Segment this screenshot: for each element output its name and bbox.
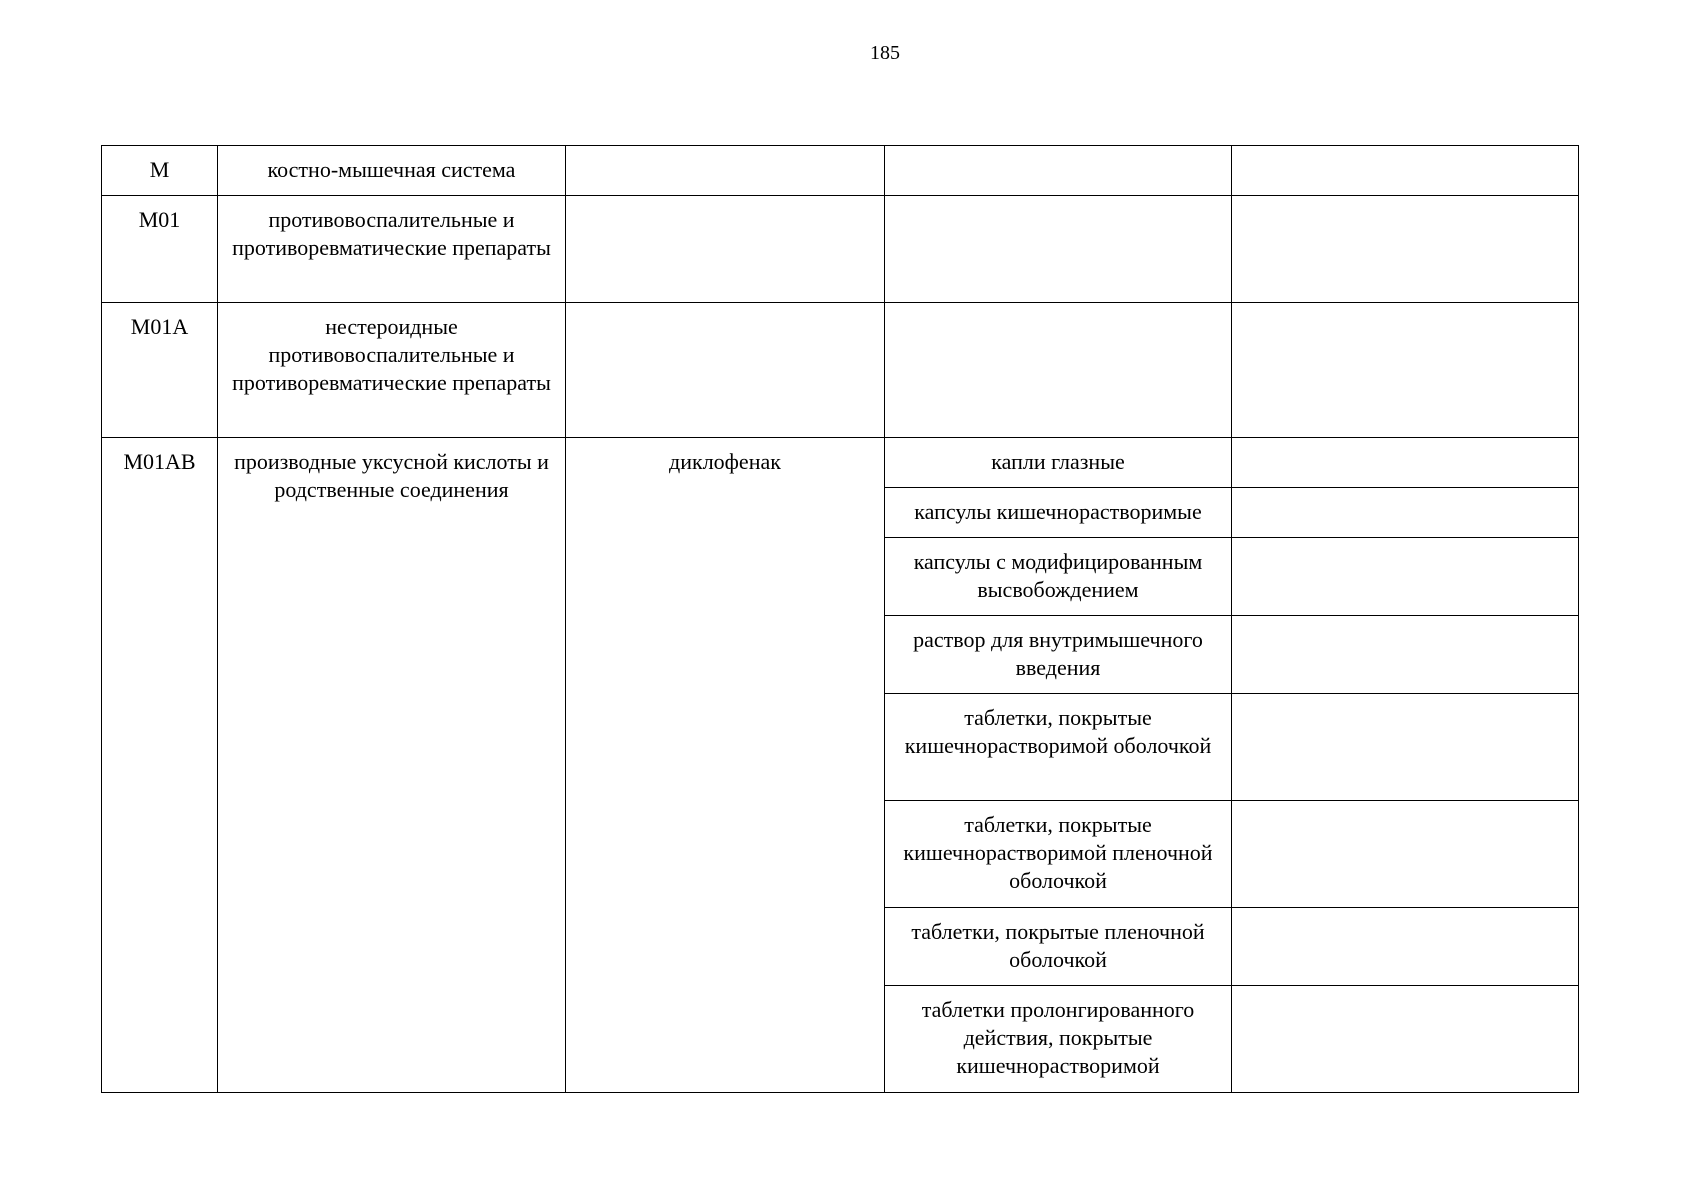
table-row <box>102 438 1579 488</box>
table-row <box>102 196 1579 303</box>
dosage-form-cell: капсулы с модифицированным высвобождением <box>885 538 1232 616</box>
dosage-form-cell: капли глазные <box>885 438 1232 488</box>
note-cell <box>1232 801 1579 908</box>
dosage-form-cell: капсулы кишечнорастворимые <box>885 488 1232 538</box>
note-cell <box>1232 196 1579 303</box>
note-cell <box>1232 908 1579 986</box>
group-name-cell: нестероидные противовоспалительные и противоревматические препараты <box>218 303 566 438</box>
drug-name-cell: диклофенак <box>566 438 885 1093</box>
note-cell <box>1232 488 1579 538</box>
note-cell <box>1232 538 1579 616</box>
note-cell <box>1232 438 1579 488</box>
drug-name-cell <box>566 196 885 303</box>
note-cell <box>1232 694 1579 801</box>
dosage-form-cell: таблетки, покрытые пленочной оболочкой <box>885 908 1232 986</box>
dosage-form-cell <box>885 146 1232 196</box>
drug-name-cell <box>566 146 885 196</box>
atc-code-cell: M01AB <box>102 438 218 1093</box>
note-cell <box>1232 616 1579 694</box>
dosage-form-cell: раствор для внутримышечного введения <box>885 616 1232 694</box>
atc-code-cell: M01 <box>102 196 218 303</box>
group-name-cell: производные уксусной кислоты и родственные соединения <box>218 438 566 1093</box>
page-number: 185 <box>870 42 900 64</box>
dosage-form-cell: таблетки, покрытые кишечнорастворимой пленочной оболочкой <box>885 801 1232 908</box>
dosage-form-cell <box>885 196 1232 303</box>
group-name-cell: костно-мышечная система <box>218 146 566 196</box>
group-name-cell: противовоспалительные и противоревматические препараты <box>218 196 566 303</box>
drug-table <box>101 145 1579 1093</box>
dosage-form-cell: таблетки, покрытые кишечнорастворимой оболочкой <box>885 694 1232 801</box>
table-row <box>102 303 1579 438</box>
note-cell <box>1232 986 1579 1093</box>
table-row <box>102 146 1579 196</box>
dosage-form-cell: таблетки пролонгированного действия, покрытые кишечнорастворимой <box>885 986 1232 1093</box>
dosage-form-cell <box>885 303 1232 438</box>
drug-name-cell <box>566 303 885 438</box>
atc-code-cell: M01A <box>102 303 218 438</box>
atc-code-cell: M <box>102 146 218 196</box>
note-cell <box>1232 146 1579 196</box>
note-cell <box>1232 303 1579 438</box>
